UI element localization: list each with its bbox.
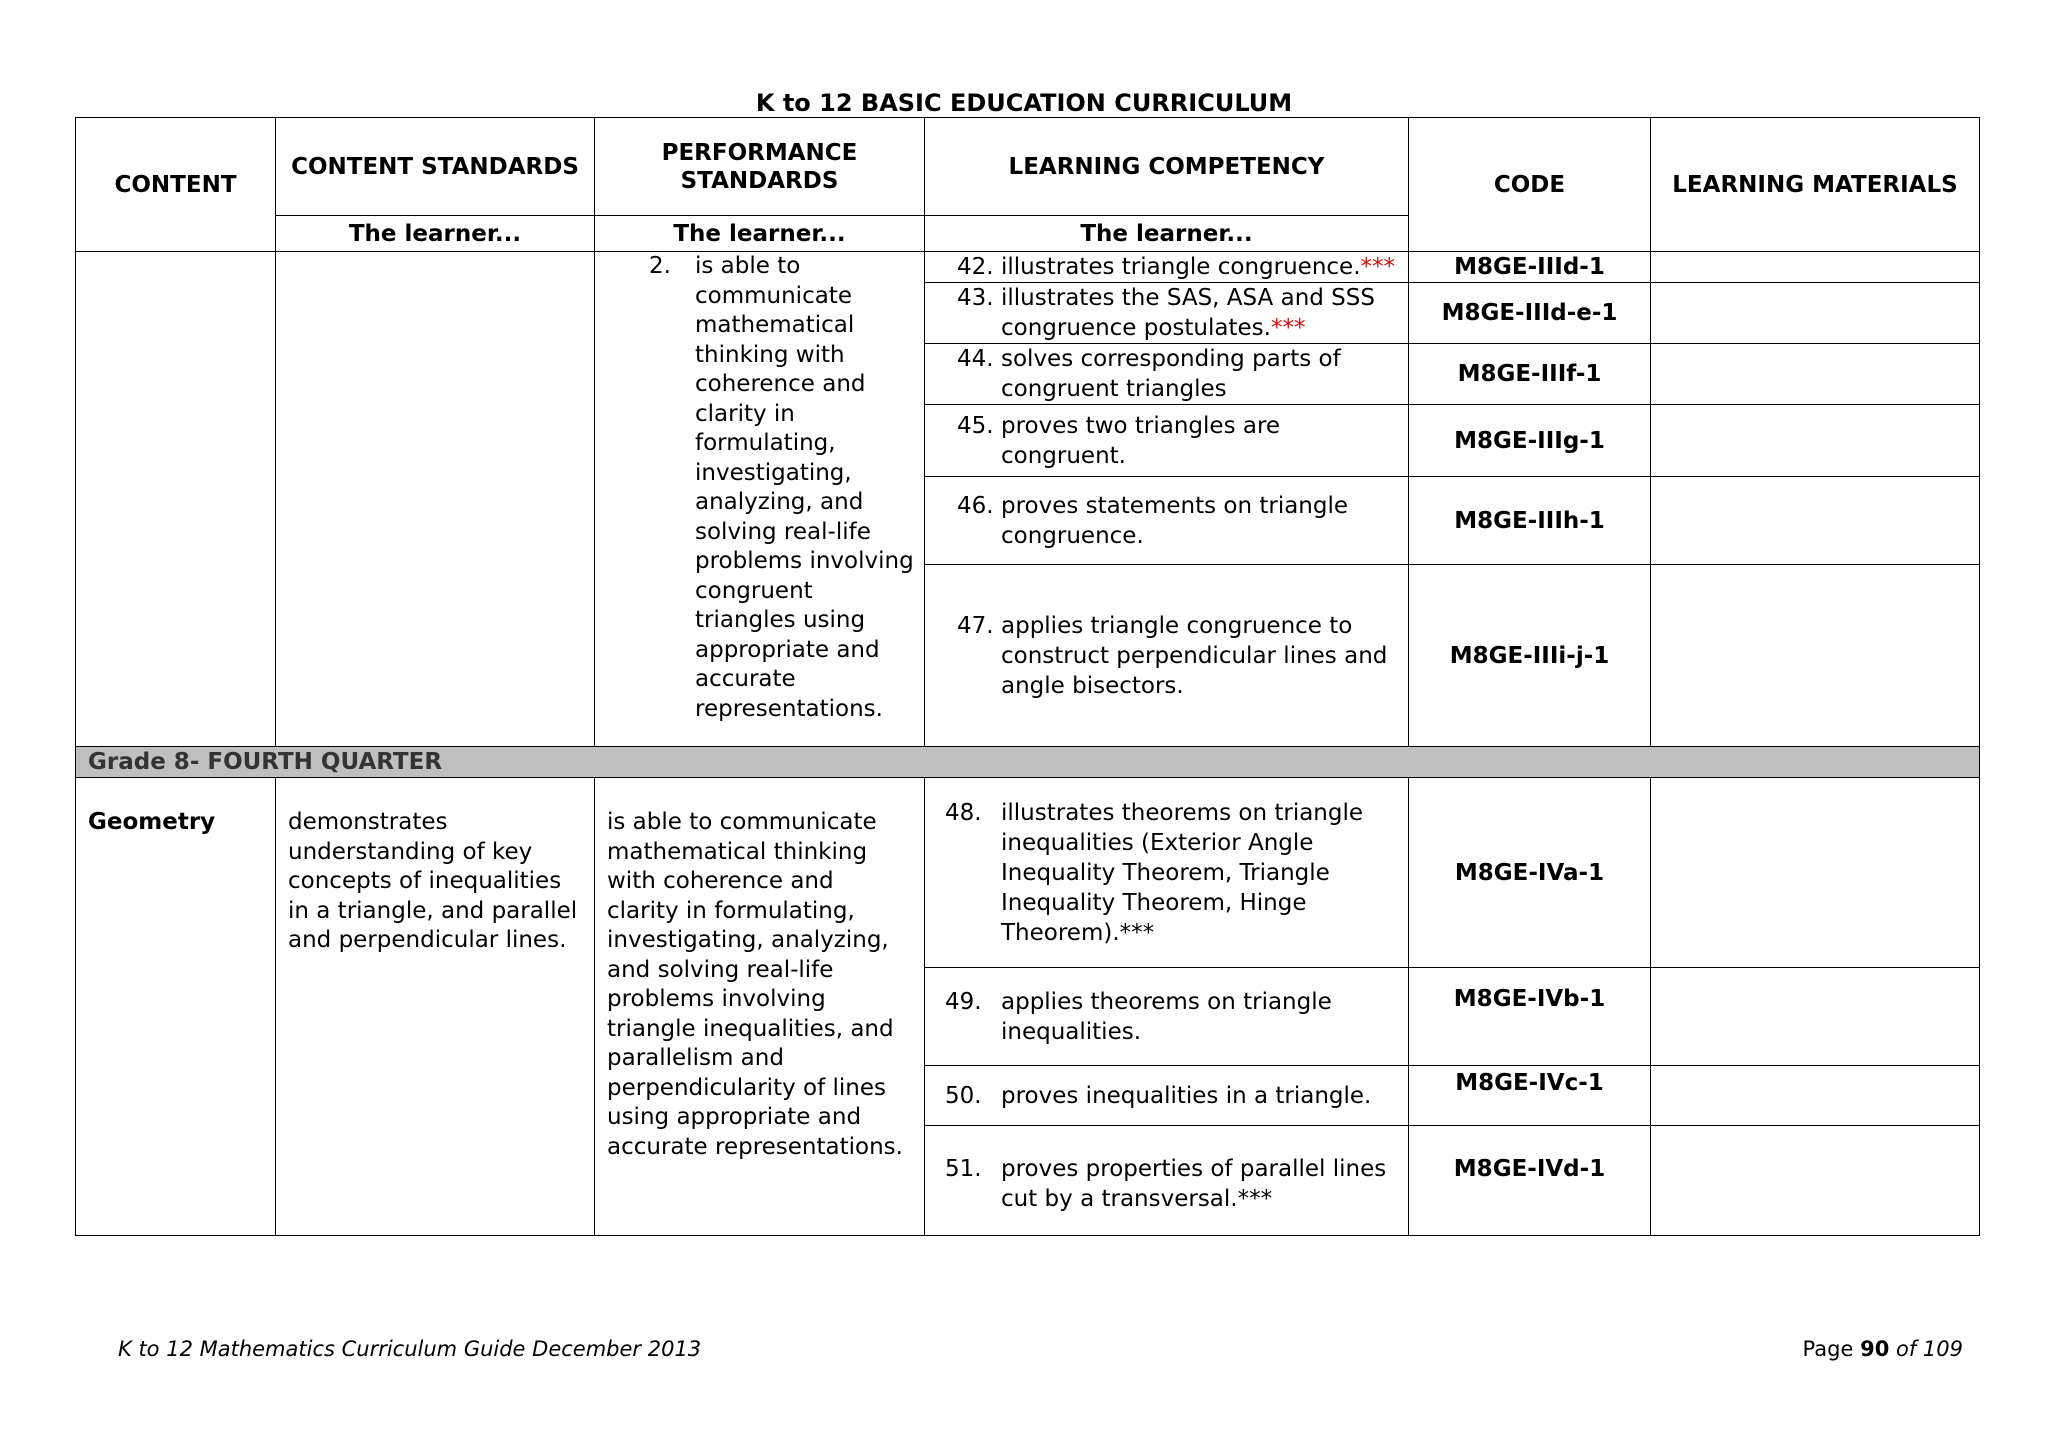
header-content: CONTENT [76, 118, 276, 252]
materials-45 [1651, 405, 1980, 477]
content-standard-text: demonstrates understanding of key concepts of inequalities in a triangle, and parallel and perpendicular lines. [288, 809, 578, 953]
page-total: of 109 [1896, 1337, 1963, 1361]
quarter-label: Grade 8- FOURTH QUARTER [76, 747, 1980, 778]
content-standard-cell-empty [276, 252, 595, 747]
competency-42: 42. illustrates triangle congruence.*** [925, 252, 1409, 283]
code-47: M8GE-IIIi-j-1 [1409, 565, 1651, 747]
header-performance-standards: PERFORMANCE STANDARDS [595, 118, 925, 216]
document-title: K to 12 BASIC EDUCATION CURRICULUM [755, 89, 1293, 117]
performance-standard-text: is able to communicate mathematical thinking with coherence and clarity in formulating, investigating, analyzing, and solving real-life problems involving triangle inequalities, and parallelism and perpendicularity of lines using appropriate and accurate representations. [607, 809, 903, 1160]
page-word: Page [1802, 1337, 1854, 1361]
priority-stars: *** [1360, 254, 1396, 280]
performance-number: 2. [649, 253, 671, 279]
performance-standard-cell [595, 252, 925, 747]
competency-49: 49. applies theorems on triangle inequalities. [925, 968, 1409, 1066]
header-learning-materials: LEARNING MATERIALS [1651, 118, 1980, 252]
header-code: CODE [1409, 118, 1651, 252]
materials-50 [1651, 1066, 1980, 1126]
page-current: 90 [1860, 1337, 1890, 1361]
code-46: M8GE-IIIh-1 [1409, 477, 1651, 565]
header-row [76, 118, 1980, 216]
table-row [76, 252, 1980, 283]
learner-label-learning-competency: The learner... [925, 216, 1409, 252]
materials-49 [1651, 968, 1980, 1066]
code-43: M8GE-IIId-e-1 [1409, 283, 1651, 344]
content-geometry: Geometry [88, 809, 216, 835]
materials-48 [1651, 778, 1980, 968]
content-cell [76, 778, 276, 1236]
content-standard-cell [276, 778, 595, 1236]
code-49: M8GE-IVb-1 [1409, 968, 1651, 1066]
table-row [76, 778, 1980, 968]
code-44: M8GE-IIIf-1 [1409, 344, 1651, 405]
competency-44: 44. solves corresponding parts of congruent triangles [925, 344, 1409, 405]
priority-stars: *** [1270, 315, 1306, 341]
materials-42 [1651, 252, 1980, 283]
materials-46 [1651, 477, 1980, 565]
header-learning-competency: LEARNING COMPETENCY [925, 118, 1409, 216]
performance-text: is able to communicate mathematical thinking with coherence and clarity in formulating, investigating, analyzing, and solving real-life problems involving congruent triangles using appropriate and accurate representations. [695, 253, 914, 722]
learner-label-performance-standards: The learner... [595, 216, 925, 252]
materials-47 [1651, 565, 1980, 747]
code-50: M8GE-IVc-1 [1409, 1066, 1651, 1126]
footer-page-number [1803, 1337, 1963, 1361]
content-cell-empty [76, 252, 276, 747]
quarter-row [76, 747, 1980, 778]
learner-label-content-standards: The learner... [276, 216, 595, 252]
materials-44 [1651, 344, 1980, 405]
performance-standard-cell [595, 778, 925, 1236]
competency-47: 47. applies triangle congruence to construct perpendicular lines and angle bisectors. [925, 565, 1409, 747]
code-48: M8GE-IVa-1 [1409, 778, 1651, 968]
header-content-standards: CONTENT STANDARDS [276, 118, 595, 216]
code-51: M8GE-IVd-1 [1409, 1126, 1651, 1236]
footer-guide-title: K to 12 Mathematics Curriculum Guide December 2013 [118, 1337, 702, 1361]
competency-50: 50. proves inequalities in a triangle. [925, 1066, 1409, 1126]
competency-48: 48. illustrates theorems on triangle inequalities (Exterior Angle Inequality Theorem, Triangle Inequality Theorem, Hinge Theorem).*** [925, 778, 1409, 968]
code-42: M8GE-IIId-1 [1409, 252, 1651, 283]
competency-45: 45. proves two triangles are congruent. [925, 405, 1409, 477]
competency-43: 43. illustrates the SAS, ASA and SSS congruence postulates.*** [925, 283, 1409, 344]
code-45: M8GE-IIIg-1 [1409, 405, 1651, 477]
materials-51 [1651, 1126, 1980, 1236]
curriculum-table [75, 117, 1980, 1236]
competency-51: 51. proves properties of parallel lines cut by a transversal.*** [925, 1126, 1409, 1236]
materials-43 [1651, 283, 1980, 344]
competency-46: 46. proves statements on triangle congruence. [925, 477, 1409, 565]
